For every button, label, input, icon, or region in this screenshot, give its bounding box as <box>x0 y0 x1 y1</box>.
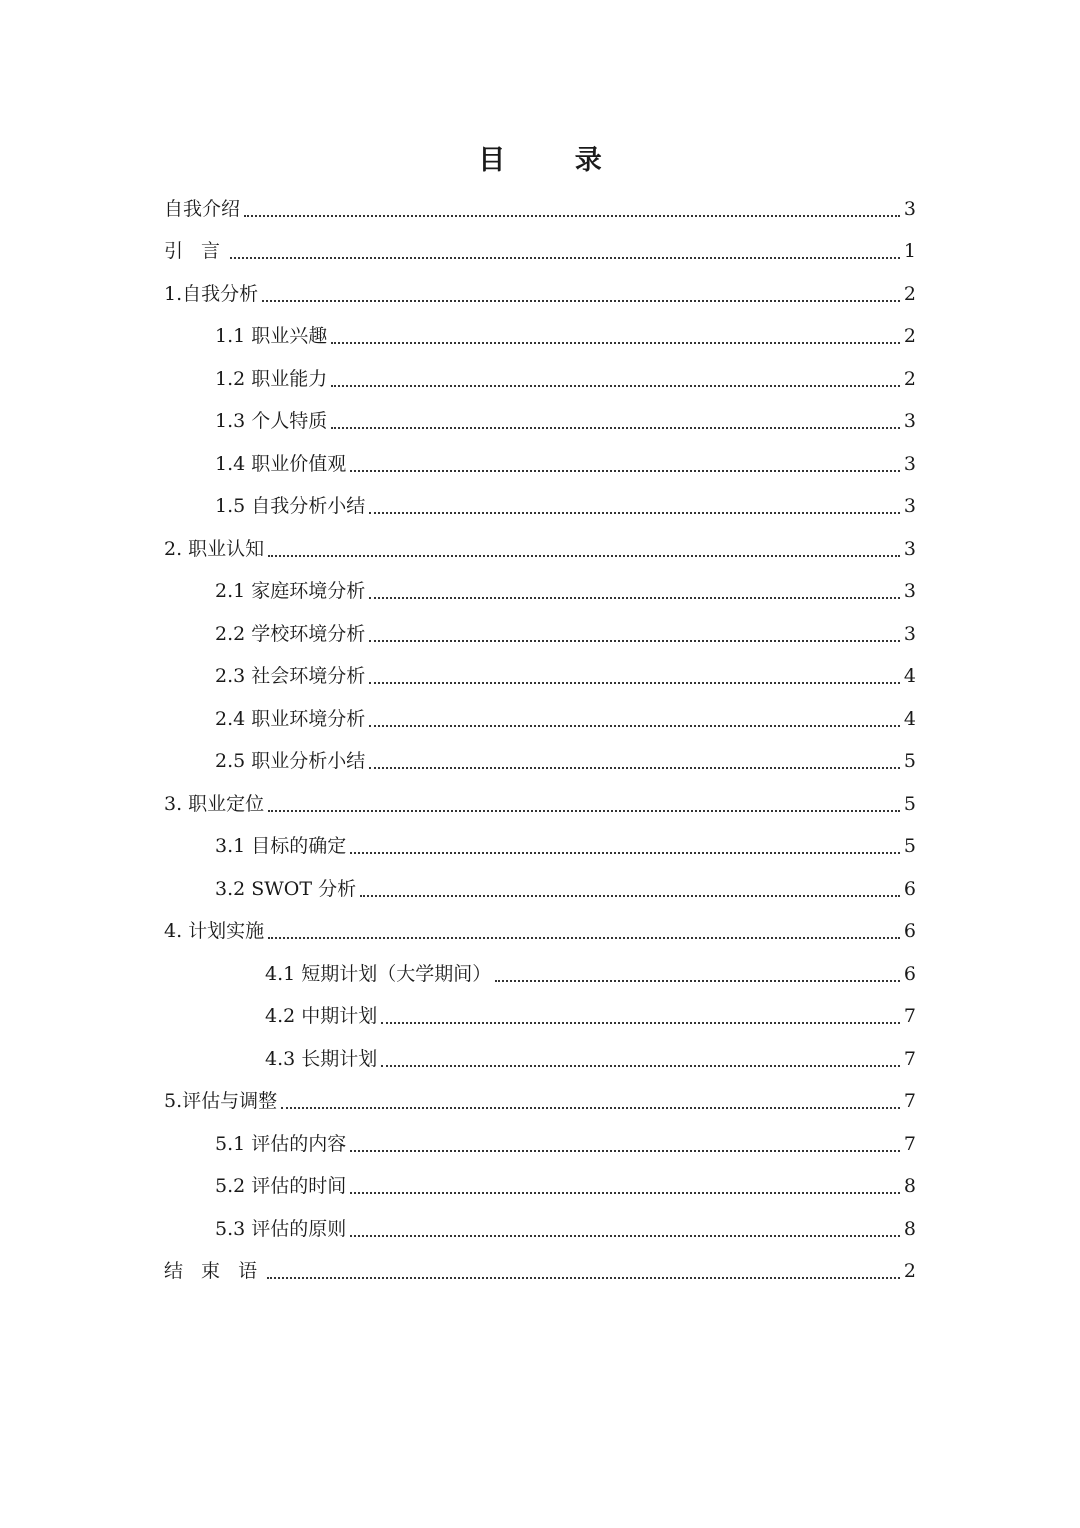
dot-leader <box>331 385 900 387</box>
toc-entry[interactable] <box>164 996 916 1039</box>
toc-entry-label: 4. 计划实施 <box>164 920 265 943</box>
dot-leader <box>495 980 900 982</box>
toc-entry[interactable] <box>164 273 916 316</box>
dot-leader <box>350 470 900 472</box>
toc-entry[interactable] <box>164 741 916 784</box>
toc-entry[interactable] <box>164 826 916 869</box>
toc-entry-page-number: 3 <box>903 495 916 518</box>
toc-entry[interactable] <box>164 911 916 954</box>
toc-entry-page-number: 3 <box>903 197 916 220</box>
toc-entry-page-number: 7 <box>903 1047 916 1070</box>
toc-entry[interactable] <box>164 868 916 911</box>
dot-leader <box>381 1022 900 1024</box>
toc-entry-label: 5.3 评估的原则 <box>215 1217 347 1240</box>
toc-entry-label: 3. 职业定位 <box>164 792 265 815</box>
toc-entry-label: 引 言 <box>164 240 227 263</box>
toc-entry-label: 3.1 目标的确定 <box>215 835 347 858</box>
toc-entry-label: 5.2 评估的时间 <box>215 1175 347 1198</box>
toc-entry[interactable] <box>164 401 916 444</box>
toc-entry[interactable] <box>164 528 916 571</box>
toc-entry[interactable] <box>164 231 916 274</box>
toc-entry-page-number: 5 <box>903 792 916 815</box>
dot-leader <box>350 1235 900 1237</box>
dot-leader <box>381 1065 900 1067</box>
toc-list <box>164 188 916 1293</box>
toc-entry-page-number: 6 <box>903 877 916 900</box>
dot-leader <box>281 1107 900 1109</box>
dot-leader <box>350 1192 900 1194</box>
toc-entry-label: 1.5 自我分析小结 <box>215 495 366 518</box>
toc-entry-label: 2. 职业认知 <box>164 537 265 560</box>
dot-leader <box>268 810 900 812</box>
toc-entry-page-number: 6 <box>903 962 916 985</box>
toc-entry-page-number: 3 <box>903 622 916 645</box>
toc-entry-page-number: 8 <box>903 1217 916 1240</box>
toc-entry-label: 结 束 语 <box>164 1260 264 1283</box>
toc-entry-label: 自我介绍 <box>164 197 241 220</box>
toc-entry-label: 1.4 职业价值观 <box>215 452 347 475</box>
toc-entry-label: 4.1 短期计划（大学期间） <box>265 962 492 985</box>
toc-entry-page-number: 6 <box>903 920 916 943</box>
toc-entry-label: 3.2 SWOT 分析 <box>215 877 357 900</box>
toc-entry[interactable] <box>164 188 916 231</box>
toc-entry-label: 2.2 学校环境分析 <box>215 622 366 645</box>
toc-entry-page-number: 3 <box>903 452 916 475</box>
toc-entry-label: 4.3 长期计划 <box>265 1047 378 1070</box>
page-title: 目 录 <box>478 145 632 176</box>
toc-entry-label: 4.2 中期计划 <box>265 1005 378 1028</box>
toc-entry-page-number: 8 <box>903 1175 916 1198</box>
toc-entry-page-number: 7 <box>903 1090 916 1113</box>
toc-entry-label: 1.3 个人特质 <box>215 410 328 433</box>
dot-leader <box>360 895 900 897</box>
toc-entry-page-number: 1 <box>903 240 916 263</box>
toc-entry[interactable] <box>164 1251 916 1294</box>
toc-entry-label: 2.5 职业分析小结 <box>215 750 366 773</box>
toc-entry[interactable] <box>164 1038 916 1081</box>
toc-entry-page-number: 2 <box>903 325 916 348</box>
toc-entry[interactable] <box>164 698 916 741</box>
dot-leader <box>331 342 900 344</box>
toc-entry-label: 2.3 社会环境分析 <box>215 665 366 688</box>
toc-entry[interactable] <box>164 316 916 359</box>
toc-entry[interactable] <box>164 1081 916 1124</box>
toc-entry[interactable] <box>164 358 916 401</box>
toc-entry[interactable] <box>164 656 916 699</box>
dot-leader <box>267 1277 900 1279</box>
toc-entry-page-number: 4 <box>903 707 916 730</box>
toc-entry[interactable] <box>164 613 916 656</box>
toc-entry-label: 2.1 家庭环境分析 <box>215 580 366 603</box>
toc-entry-page-number: 2 <box>903 1260 916 1283</box>
dot-leader <box>262 300 900 302</box>
toc-entry-label: 2.4 职业环境分析 <box>215 707 366 730</box>
dot-leader <box>268 937 900 939</box>
toc-entry-label: 5.评估与调整 <box>164 1090 278 1113</box>
toc-entry-page-number: 5 <box>903 750 916 773</box>
toc-entry[interactable] <box>164 571 916 614</box>
toc-entry[interactable] <box>164 783 916 826</box>
dot-leader <box>244 215 900 217</box>
dot-leader <box>350 1150 900 1152</box>
dot-leader <box>369 725 900 727</box>
toc-entry[interactable] <box>164 1208 916 1251</box>
toc-entry-label: 5.1 评估的内容 <box>215 1132 347 1155</box>
dot-leader <box>331 427 900 429</box>
toc-entry-label: 1.自我分析 <box>164 282 259 305</box>
toc-entry-page-number: 3 <box>903 410 916 433</box>
dot-leader <box>369 767 900 769</box>
toc-entry-page-number: 2 <box>903 282 916 305</box>
toc-entry-page-number: 7 <box>903 1005 916 1028</box>
toc-entry[interactable] <box>164 1123 916 1166</box>
toc-entry-page-number: 7 <box>903 1132 916 1155</box>
toc-entry-label: 1.2 职业能力 <box>215 367 328 390</box>
toc-entry[interactable] <box>164 1166 916 1209</box>
dot-leader <box>369 597 900 599</box>
toc-entry[interactable] <box>164 486 916 529</box>
toc-entry[interactable] <box>164 443 916 486</box>
toc-entry-page-number: 5 <box>903 835 916 858</box>
dot-leader <box>230 257 900 259</box>
toc-entry-page-number: 2 <box>903 367 916 390</box>
dot-leader <box>369 512 900 514</box>
toc-entry-label: 1.1 职业兴趣 <box>215 325 328 348</box>
dot-leader <box>350 852 900 854</box>
dot-leader <box>369 640 900 642</box>
toc-entry[interactable] <box>164 953 916 996</box>
toc-entry-page-number: 4 <box>903 665 916 688</box>
dot-leader <box>268 555 900 557</box>
toc-entry-page-number: 3 <box>903 537 916 560</box>
toc-entry-page-number: 3 <box>903 580 916 603</box>
dot-leader <box>369 682 900 684</box>
